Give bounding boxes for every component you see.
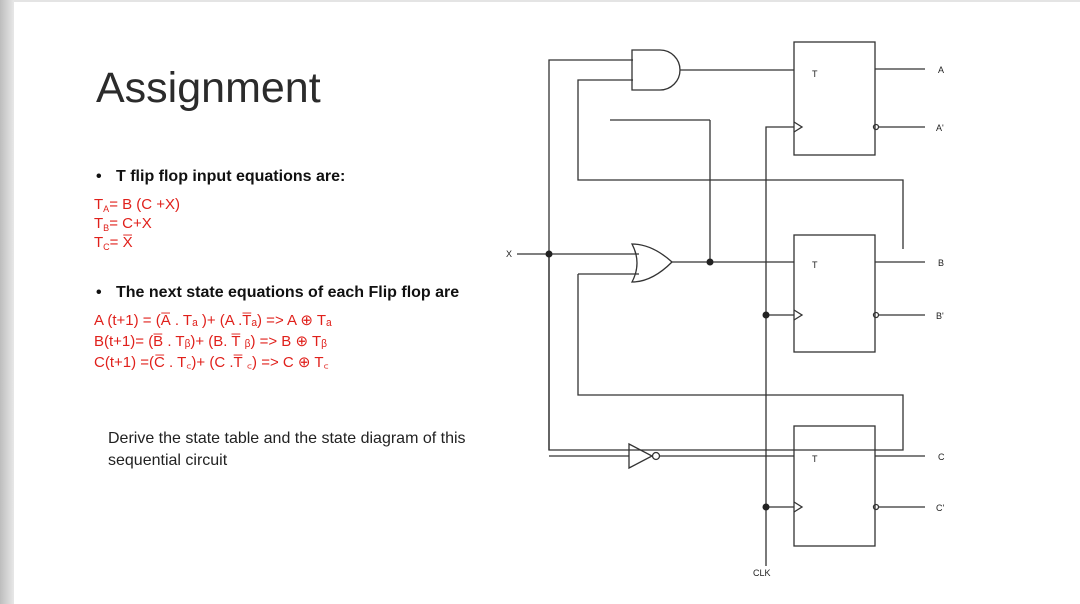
clock-input-b <box>794 310 802 320</box>
junction-x <box>546 251 553 258</box>
output-a-label: A <box>938 65 945 75</box>
output-c-bar-label: C' <box>936 503 945 513</box>
ta-equation: $T_A= B$ (C +X) <box>94 196 181 214</box>
not-gate <box>629 444 652 468</box>
tc-equation: $T_C=$ X̅ <box>94 234 133 252</box>
bullet-1-heading: T flip flop input equations are: <box>116 168 346 185</box>
output-c-label: C <box>938 452 945 462</box>
output-b-bar-label: B' <box>936 311 944 321</box>
c-next-state-equation: C(t+1) =(C̅ . T꜀)+ (C .T̅ ꜀) => C ⊕ T꜀ <box>94 354 329 371</box>
clock-input-a <box>794 122 802 132</box>
junction-or-out <box>707 259 714 266</box>
b-next-state-equation: B(t+1)= (B̅ . Tᵦ)+ (B. T̅ ᵦ) => B ⊕ Tᵦ <box>94 333 327 350</box>
flipflop-c <box>794 426 875 546</box>
junction-clk-c <box>763 504 770 511</box>
wire-c-feedback <box>578 274 903 437</box>
and-gate <box>632 50 680 90</box>
a-next-state-equation: A (t+1) = (A̅ . Tₐ )+ (A .T̅ₐ) => A ⊕ Tₐ <box>94 312 332 329</box>
not-bubble <box>653 453 660 460</box>
clock-label: CLK <box>753 568 771 578</box>
wire-c-to-and <box>549 60 903 450</box>
assignment-task: Derive the state table and the state diagram of this sequential circuit <box>108 430 466 469</box>
c-bar-bubble <box>874 505 879 510</box>
clock-input-c <box>794 502 802 512</box>
input-x-label: X <box>506 249 513 259</box>
wire-b-to-and <box>578 80 903 249</box>
junction-clk-b <box>763 312 770 319</box>
tb-equation: $T_B= C+X$ <box>94 215 152 233</box>
ffb-t-label: T <box>812 260 818 270</box>
slide-title: Assignment <box>96 64 321 112</box>
ffc-t-label: T <box>812 454 818 464</box>
flipflop-a <box>794 42 875 155</box>
b-bar-bubble <box>874 313 879 318</box>
output-a-bar-label: A' <box>936 123 944 133</box>
bullet-dot: • <box>96 168 102 185</box>
output-b-label: B <box>938 258 945 268</box>
a-bar-bubble <box>874 125 879 130</box>
or-gate <box>632 244 672 282</box>
bullet-dot: • <box>96 284 102 301</box>
clock-line <box>766 127 794 566</box>
bullet-2-heading: The next state equations of each Flip flop are <box>116 284 460 301</box>
flipflop-b <box>794 235 875 352</box>
ffa-t-label: T <box>812 69 818 79</box>
